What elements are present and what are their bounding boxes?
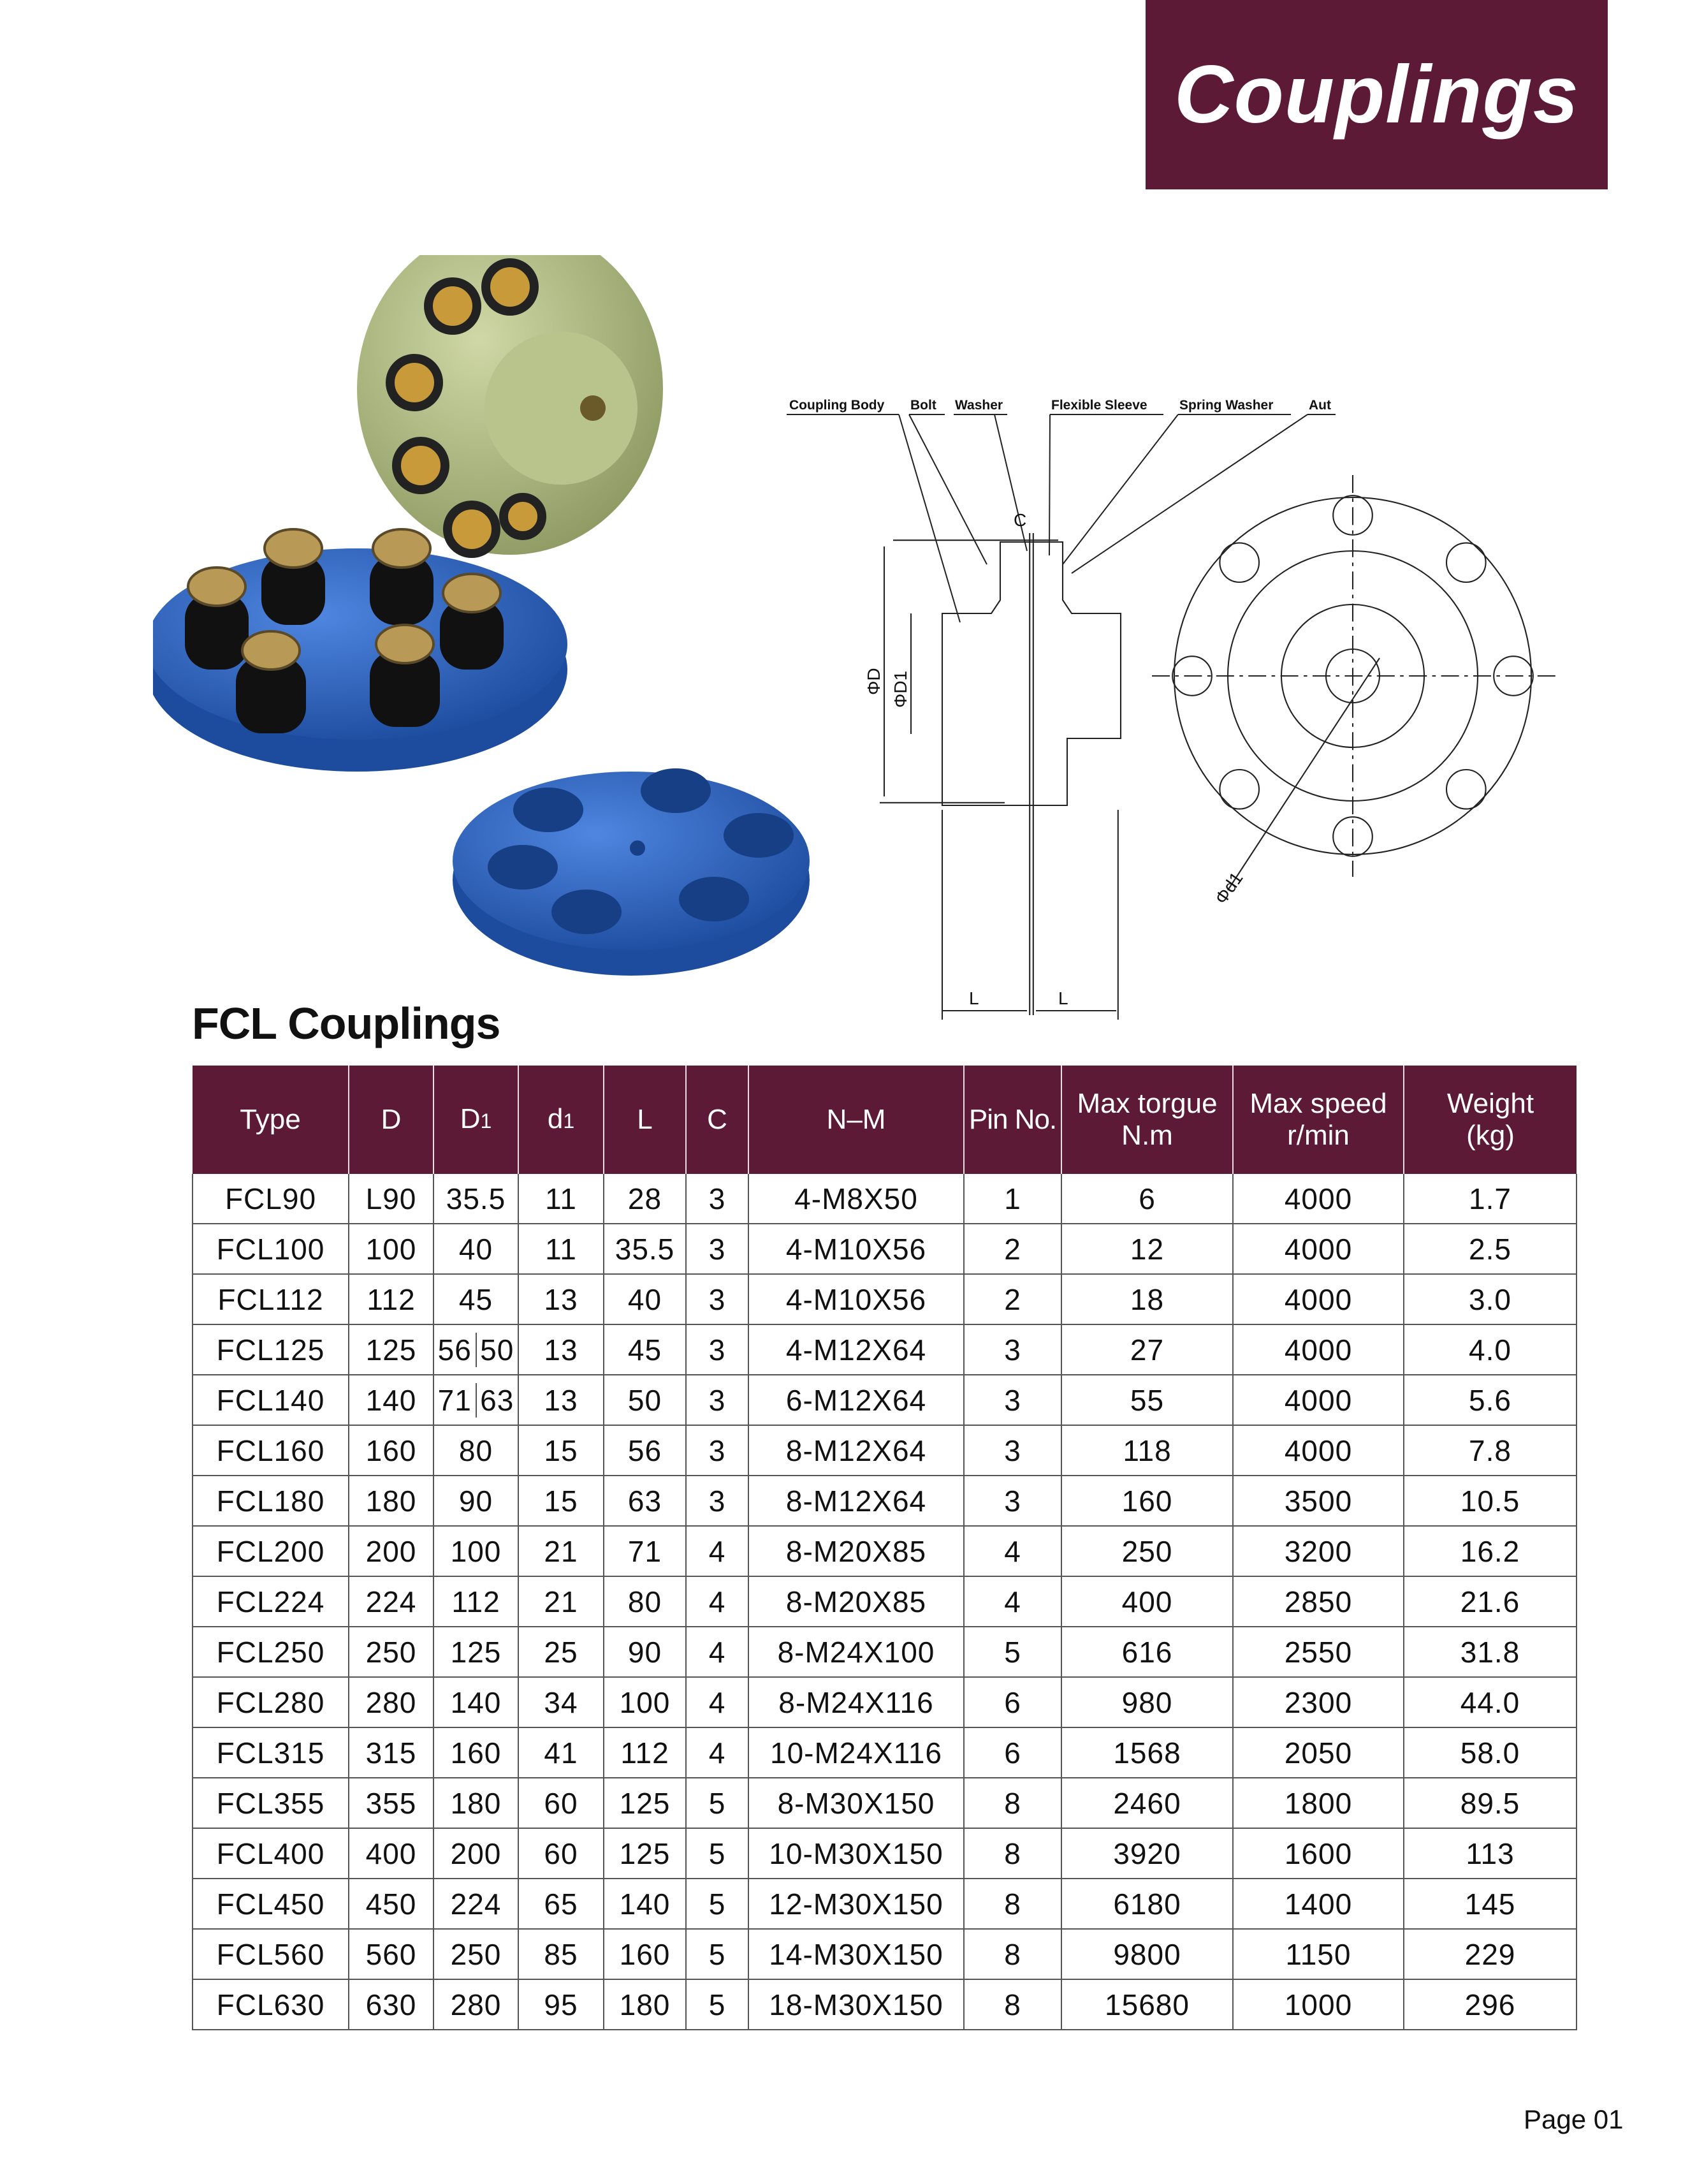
cell-l: 100 [604,1677,686,1727]
header-d1-bore: d1 [518,1066,604,1174]
cell-d1: 11 [518,1174,604,1224]
cell-weight: 3.0 [1404,1274,1577,1324]
table-row [193,1224,1577,1274]
cell-type: FCL250 [193,1627,349,1677]
cell-d1: 85 [518,1929,604,1979]
cell-speed: 1400 [1233,1879,1404,1929]
cell-speed: 1150 [1233,1929,1404,1979]
cell-l: 56 [604,1425,686,1476]
cell-torque: 9800 [1061,1929,1233,1979]
cell-d1-a: 71 [434,1383,477,1418]
table-row [193,1576,1577,1627]
cell-pin: 4 [964,1526,1061,1576]
cell-torque: 2460 [1061,1778,1233,1828]
blue-coupling-plate [453,768,810,976]
cell-d1 [433,1324,518,1375]
cell-weight: 7.8 [1404,1425,1577,1476]
cell-speed: 4000 [1233,1324,1404,1375]
cell-d: 100 [349,1224,433,1274]
cell-d: 180 [349,1476,433,1526]
cell-c: 3 [686,1274,748,1324]
cell-pin: 8 [964,1979,1061,2030]
cell-speed: 3500 [1233,1476,1404,1526]
green-coupling-half [357,255,663,555]
coupling-product-photo [153,255,841,1008]
cell-c: 3 [686,1425,748,1476]
cell-type: FCL140 [193,1375,349,1425]
cell-type: FCL200 [193,1526,349,1576]
dim-phi-d: ΦD [864,668,884,695]
table-row [193,1324,1577,1375]
table-row [193,1174,1577,1224]
cell-torque: 118 [1061,1425,1233,1476]
cell-c: 3 [686,1174,748,1224]
cell-weight: 1.7 [1404,1174,1577,1224]
cell-pin: 8 [964,1879,1061,1929]
cell-weight: 145 [1404,1879,1577,1929]
cell-c: 4 [686,1727,748,1778]
cell-d1: 40 [433,1224,518,1274]
cell-type: FCL355 [193,1778,349,1828]
cell-torque: 18 [1061,1274,1233,1324]
cell-d1: 160 [433,1727,518,1778]
cell-l: 35.5 [604,1224,686,1274]
cell-d1: 13 [518,1274,604,1324]
table-row [193,1929,1577,1979]
cell-d1: 13 [518,1324,604,1375]
cell-weight: 113 [1404,1828,1577,1879]
cell-d1-b: 63 [480,1383,514,1417]
cell-speed: 2300 [1233,1677,1404,1727]
header-c: C [686,1066,748,1174]
cell-type: FCL112 [193,1274,349,1324]
cell-d: 125 [349,1324,433,1375]
table-row [193,1828,1577,1879]
dim-phi-d1-small: Φd1 [1211,868,1247,908]
cell-speed: 4000 [1233,1274,1404,1324]
cell-c: 5 [686,1979,748,2030]
table-row [193,1526,1577,1576]
cell-d: 112 [349,1274,433,1324]
cell-torque: 616 [1061,1627,1233,1677]
cell-d: 250 [349,1627,433,1677]
table-header-row [193,1066,1577,1174]
cell-nm: 8-M30X150 [748,1778,964,1828]
table-row [193,1979,1577,2030]
table-row [193,1727,1577,1778]
cell-speed: 3200 [1233,1526,1404,1576]
cell-d1: 34 [518,1677,604,1727]
cell-d1: 13 [518,1375,604,1425]
page-number: Page 01 [1524,2104,1624,2134]
cell-torque: 6 [1061,1174,1233,1224]
cell-c: 4 [686,1627,748,1677]
table-row [193,1375,1577,1425]
cell-type: FCL180 [193,1476,349,1526]
table-row [193,1627,1577,1677]
cell-type: FCL630 [193,1979,349,2030]
cell-pin: 2 [964,1274,1061,1324]
cell-d1: 80 [433,1425,518,1476]
cell-pin: 8 [964,1929,1061,1979]
cell-d1: 180 [433,1778,518,1828]
header-d1-outer: D1 [433,1066,518,1174]
cell-pin: 5 [964,1627,1061,1677]
cell-nm: 10-M24X116 [748,1727,964,1778]
cell-l: 80 [604,1576,686,1627]
header-d: D [349,1066,433,1174]
cell-d1: 35.5 [433,1174,518,1224]
cell-d1: 140 [433,1677,518,1727]
cell-l: 50 [604,1375,686,1425]
cell-d1: 90 [433,1476,518,1526]
cell-torque: 400 [1061,1576,1233,1627]
cell-type: FCL125 [193,1324,349,1375]
cell-type: FCL400 [193,1828,349,1879]
cell-torque: 15680 [1061,1979,1233,2030]
cell-l: 160 [604,1929,686,1979]
cell-d: 400 [349,1828,433,1879]
cell-d1: 60 [518,1778,604,1828]
cell-d: L90 [349,1174,433,1224]
cell-nm: 8-M20X85 [748,1576,964,1627]
diagram-drawing [880,475,1558,1020]
cell-d1: 25 [518,1627,604,1677]
dim-l-left: L [969,988,979,1008]
cell-nm: 4-M10X56 [748,1224,964,1274]
cell-torque: 6180 [1061,1879,1233,1929]
cell-pin: 1 [964,1174,1061,1224]
cell-d: 355 [349,1778,433,1828]
table-row [193,1274,1577,1324]
cell-l: 90 [604,1627,686,1677]
cell-speed: 4000 [1233,1425,1404,1476]
fcl-specifications-table [192,1066,1577,2030]
cell-nm: 8-M24X116 [748,1677,964,1727]
cell-nm: 6-M12X64 [748,1375,964,1425]
cell-type: FCL90 [193,1174,349,1224]
cell-d1: 21 [518,1526,604,1576]
cell-c: 3 [686,1375,748,1425]
table-row [193,1677,1577,1727]
cell-pin: 6 [964,1727,1061,1778]
label-bolt: Bolt [910,398,936,413]
cell-d1: 100 [433,1526,518,1576]
cell-d: 224 [349,1576,433,1627]
label-flexible-sleeve: Flexible Sleeve [1051,398,1147,413]
cell-torque: 980 [1061,1677,1233,1727]
cell-d1: 15 [518,1476,604,1526]
cell-nm: 4-M10X56 [748,1274,964,1324]
cell-nm: 4-M12X64 [748,1324,964,1375]
cell-d1: 224 [433,1879,518,1929]
label-spring-washer: Spring Washer [1179,398,1274,413]
cell-d1-a: 56 [434,1333,477,1367]
cell-type: FCL280 [193,1677,349,1727]
cell-speed: 4000 [1233,1375,1404,1425]
cell-nm: 8-M12X64 [748,1425,964,1476]
cell-c: 4 [686,1677,748,1727]
header-max-torque: Max torgue N.m [1061,1066,1233,1174]
dim-l-right: L [1058,988,1068,1008]
table-row [193,1425,1577,1476]
cell-c: 4 [686,1526,748,1576]
cell-type: FCL450 [193,1879,349,1929]
cell-d1 [433,1375,518,1425]
cell-c: 4 [686,1576,748,1627]
cell-weight: 10.5 [1404,1476,1577,1526]
cell-d: 200 [349,1526,433,1576]
cell-d1: 95 [518,1979,604,2030]
page-title: Couplings [1174,49,1579,140]
header-l: L [604,1066,686,1174]
cell-nm: 14-M30X150 [748,1929,964,1979]
cell-nm: 8-M20X85 [748,1526,964,1576]
cell-d: 160 [349,1425,433,1476]
cell-weight: 16.2 [1404,1526,1577,1576]
cell-torque: 160 [1061,1476,1233,1526]
cell-type: FCL100 [193,1224,349,1274]
cell-pin: 3 [964,1425,1061,1476]
cell-c: 5 [686,1828,748,1879]
cell-c: 3 [686,1324,748,1375]
dim-c: C [1014,510,1027,530]
header-weight: Weight (kg) [1404,1066,1577,1174]
cell-weight: 296 [1404,1979,1577,2030]
cell-l: 63 [604,1476,686,1526]
cell-d: 560 [349,1929,433,1979]
cell-torque: 27 [1061,1324,1233,1375]
cell-torque: 12 [1061,1224,1233,1274]
cell-nm: 10-M30X150 [748,1828,964,1879]
cell-speed: 1000 [1233,1979,1404,2030]
cell-d1: 15 [518,1425,604,1476]
cell-c: 5 [686,1778,748,1828]
cell-nm: 8-M12X64 [748,1476,964,1526]
cell-speed: 1600 [1233,1828,1404,1879]
cell-pin: 3 [964,1375,1061,1425]
cell-pin: 4 [964,1576,1061,1627]
cell-type: FCL160 [193,1425,349,1476]
cell-d1-b: 50 [480,1333,514,1367]
cell-pin: 3 [964,1476,1061,1526]
cell-d: 450 [349,1879,433,1929]
cell-pin: 8 [964,1828,1061,1879]
cell-type: FCL224 [193,1576,349,1627]
cell-d1: 125 [433,1627,518,1677]
header-n-m: N–M [748,1066,964,1174]
dim-phi-d1: ΦD1 [891,670,910,708]
cell-weight: 31.8 [1404,1627,1577,1677]
cell-weight: 89.5 [1404,1778,1577,1828]
cell-pin: 3 [964,1324,1061,1375]
cell-pin: 8 [964,1778,1061,1828]
cell-d: 140 [349,1375,433,1425]
cell-d1: 65 [518,1879,604,1929]
cell-l: 125 [604,1828,686,1879]
cell-weight: 2.5 [1404,1224,1577,1274]
cell-l: 180 [604,1979,686,2030]
cell-l: 45 [604,1324,686,1375]
cell-d1: 250 [433,1929,518,1979]
header-max-speed: Max speed r/min [1233,1066,1404,1174]
cell-speed: 4000 [1233,1174,1404,1224]
label-coupling-body: Coupling Body [789,398,885,413]
page-title-banner [1146,0,1608,189]
cell-torque: 3920 [1061,1828,1233,1879]
cell-type: FCL315 [193,1727,349,1778]
leader-lines [787,414,1336,622]
cell-l: 125 [604,1778,686,1828]
cell-speed: 2550 [1233,1627,1404,1677]
cell-weight: 44.0 [1404,1677,1577,1727]
cell-speed: 4000 [1233,1224,1404,1274]
cell-torque: 250 [1061,1526,1233,1576]
table-row [193,1476,1577,1526]
cell-d: 315 [349,1727,433,1778]
cell-c: 5 [686,1879,748,1929]
cell-speed: 2850 [1233,1576,1404,1627]
cell-d: 280 [349,1677,433,1727]
header-type: Type [193,1066,349,1174]
cell-torque: 55 [1061,1375,1233,1425]
cell-d1: 21 [518,1576,604,1627]
cell-weight: 5.6 [1404,1375,1577,1425]
cell-weight: 21.6 [1404,1576,1577,1627]
cell-weight: 58.0 [1404,1727,1577,1778]
cell-c: 5 [686,1929,748,1979]
cell-pin: 6 [964,1677,1061,1727]
cell-speed: 2050 [1233,1727,1404,1778]
cell-l: 28 [604,1174,686,1224]
cell-weight: 229 [1404,1929,1577,1979]
section-title: FCL Couplings [192,999,500,1048]
cell-l: 112 [604,1727,686,1778]
cell-d1: 280 [433,1979,518,2030]
cell-c: 3 [686,1476,748,1526]
cell-nm: 12-M30X150 [748,1879,964,1929]
cell-d1: 41 [518,1727,604,1778]
cell-weight: 4.0 [1404,1324,1577,1375]
cell-c: 3 [686,1224,748,1274]
coupling-technical-diagram [778,395,1568,1033]
label-aut: Aut [1309,398,1331,413]
cell-speed: 1800 [1233,1778,1404,1828]
blue-coupling-half-with-pins [153,529,567,772]
cell-d1: 11 [518,1224,604,1274]
cell-l: 71 [604,1526,686,1576]
cell-l: 140 [604,1879,686,1929]
cell-d1: 112 [433,1576,518,1627]
cell-nm: 8-M24X100 [748,1627,964,1677]
cell-l: 40 [604,1274,686,1324]
cell-d1: 60 [518,1828,604,1879]
table-row [193,1778,1577,1828]
label-washer: Washer [955,398,1003,413]
cell-d1: 200 [433,1828,518,1879]
cell-nm: 18-M30X150 [748,1979,964,2030]
header-pin-no: Pin No. [964,1066,1061,1174]
cell-nm: 4-M8X50 [748,1174,964,1224]
table-row [193,1879,1577,1929]
cell-d: 630 [349,1979,433,2030]
cell-pin: 2 [964,1224,1061,1274]
cell-d1: 45 [433,1274,518,1324]
cell-type: FCL560 [193,1929,349,1979]
cell-torque: 1568 [1061,1727,1233,1778]
